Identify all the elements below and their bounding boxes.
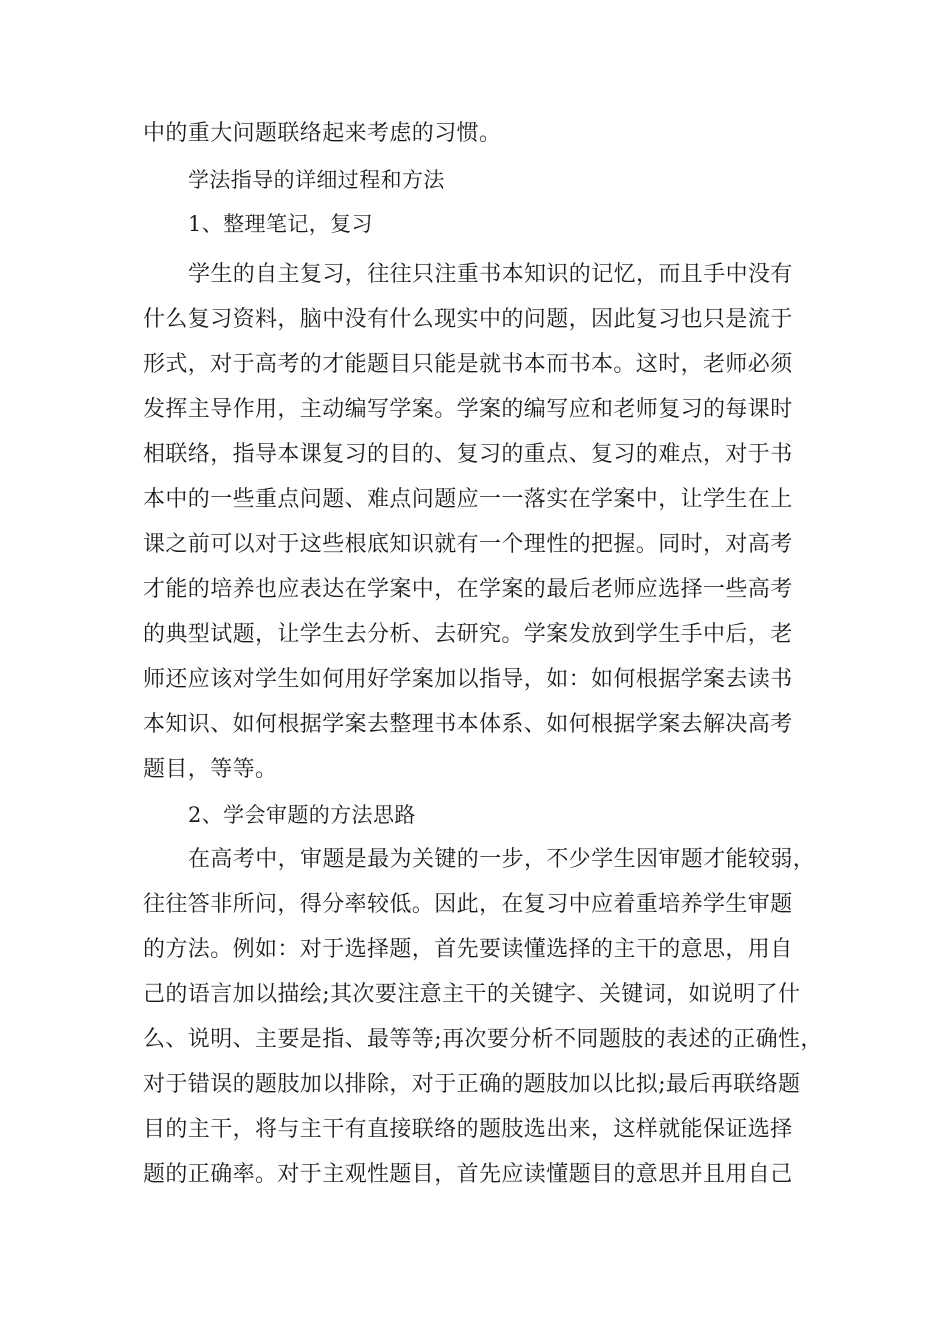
paragraph-line: 目的主干，将与主干有直接联络的题肢选出来，这样就能保证选择: [143, 1117, 793, 1142]
paragraph-line: 才能的培养也应表达在学案中，在学案的最后老师应选择一些高考: [143, 577, 793, 602]
paragraph-line: 本知识、如何根据学案去整理书本体系、如何根据学案去解决高考: [143, 712, 793, 737]
paragraph-line: 么、说明、主要是指、最等等;再次要分析不同题肢的表述的正确性，: [143, 1027, 823, 1052]
paragraph-line: 的典型试题，让学生去分析、去研究。学案发放到学生手中后，老: [143, 622, 793, 647]
paragraph-line: 形式，对于高考的才能题目只能是就书本而书本。这时，老师必须: [143, 352, 793, 377]
paragraph-line: 的方法。例如：对于选择题，首先要读懂选择的主干的意思，用自: [143, 937, 793, 962]
paragraph-line: 题的正确率。对于主观性题目，首先应读懂题目的意思并且用自己: [143, 1162, 793, 1187]
paragraph-line: 题目，等等。: [143, 757, 278, 782]
section-heading: 学法指导的详细过程和方法: [188, 168, 445, 192]
paragraph-line: 相联络，指导本课复习的目的、复习的重点、复习的难点，对于书: [143, 442, 793, 467]
paragraph-line: 什么复习资料，脑中没有什么现实中的问题，因此复习也只是流于: [143, 307, 793, 332]
paragraph-line: 在高考中，审题是最为关键的一步，不少学生因审题才能较弱，: [188, 847, 816, 872]
paragraph-line: 师还应该对学生如何用好学案加以指导，如：如何根据学案去读书: [143, 667, 793, 692]
paragraph-line: 课之前可以对于这些根底知识就有一个理性的把握。同时，对高考: [143, 532, 793, 557]
subsection-heading: 2、学会审题的方法思路: [188, 803, 416, 827]
paragraph-line: 中的重大问题联络起来考虑的习惯。: [143, 121, 502, 146]
paragraph-line: 本中的一些重点问题、难点问题应一一落实在学案中，让学生在上: [143, 487, 793, 512]
paragraph-line: 学生的自主复习，往往只注重书本知识的记忆，而且手中没有: [188, 262, 793, 287]
subsection-heading: 1、整理笔记，复习: [188, 212, 373, 236]
paragraph-line: 对于错误的题肢加以排除，对于正确的题肢加以比拟;最后再联络题: [143, 1072, 801, 1097]
paragraph-line: 发挥主导作用，主动编写学案。学案的编写应和老师复习的每课时: [143, 397, 793, 422]
paragraph-line: 己的语言加以描绘;其次要注意主干的关键字、关键词，如说明了什: [143, 982, 801, 1007]
paragraph-line: 往往答非所问，得分率较低。因此，在复习中应着重培养学生审题: [143, 892, 793, 917]
